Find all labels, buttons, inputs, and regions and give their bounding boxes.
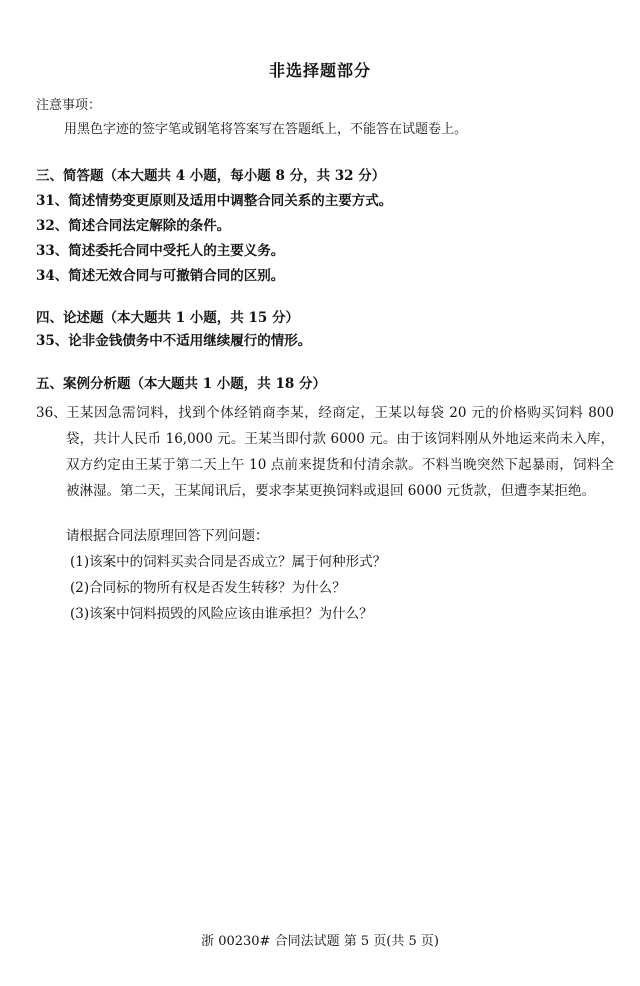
question-32: 32、简述合同法定解除的条件。: [36, 218, 231, 234]
notes-text: 用黑色字迹的签字笔或钢笔将答案写在答题纸上，不能答在试题卷上。: [64, 122, 468, 137]
page-title: 非选择题部分: [268, 61, 371, 80]
page-footer: 浙 00230# 合同法试题 第 5 页(共 5 页): [201, 934, 439, 949]
notes-label: 注意事项：: [36, 98, 102, 113]
question-36-number: 36、: [36, 405, 67, 421]
question-34: 34、简述无效合同与可撤销合同的区别。: [36, 268, 285, 284]
section-heading-essay: 四、论述题（本大题共 1 小题，共 15 分）: [36, 310, 299, 326]
question-36-case-text: 王某因急需饲料，找到个体经销商李某，经商定，王某以每袋 20 元的价格购买饲料 800 袋，共计人民币 16,000 元。王某当即付款 6000 元。由于该饲料刚从外地运来尚未入库，双方约定由王某于第二天上午 10 点前来提货和付清余款。不料当晚突然下起暴雨，饲料全被淋湿。第二天，王某闻讯后，要求李某更换饲料或退回 6000 元货款，但遭李某拒绝。: [66, 405, 614, 499]
question-35: 35、论非金钱债务中不适用继续履行的情形。: [36, 333, 312, 349]
question-33: 33、简述委托合同中受托人的主要义务。: [36, 243, 285, 259]
subquestion-3: (3)该案中饲料损毁的风险应该由谁承担？为什么？: [70, 606, 373, 622]
question-31: 31、简述情势变更原则及适用中调整合同关系的主要方式。: [36, 193, 393, 209]
case-prompt: 请根据合同法原理回答下列问题：: [66, 528, 269, 544]
subquestion-1: (1)该案中的饲料买卖合同是否成立？属于何种形式？: [70, 554, 387, 570]
section-heading-case-analysis: 五、案例分析题（本大题共 1 小题，共 18 分）: [36, 376, 326, 392]
subquestion-2: (2)合同标的物所有权是否发生转移？为什么？: [70, 580, 346, 596]
section-heading-short-answer: 三、简答题（本大题共 4 小题，每小题 8 分，共 32 分）: [36, 168, 386, 184]
